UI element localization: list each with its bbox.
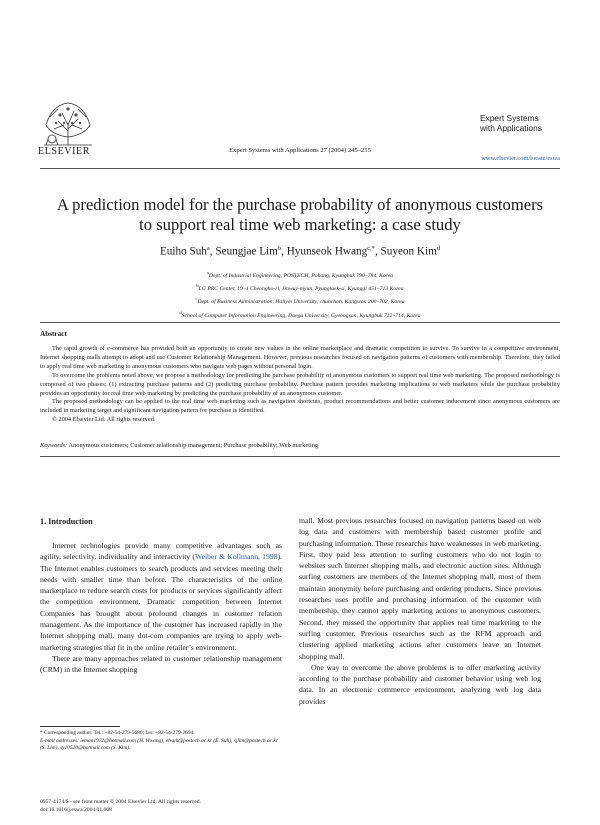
- journal-brand-line-1: Expert Systems: [480, 113, 539, 123]
- journal-brand: [480, 113, 560, 133]
- author-separator: ,: [209, 245, 216, 258]
- abstract-copyright: © 2004 Elsevier Ltd. All rights reserved.: [52, 416, 156, 424]
- author-separator: ,: [281, 245, 287, 258]
- footnote: [40, 730, 282, 753]
- left-column: [40, 540, 282, 676]
- keywords-label: Keywords:: [40, 442, 68, 449]
- publisher-name: ELSEVIER: [38, 146, 91, 157]
- citation-link[interactable]: Weiber & Kollmann, 1998: [194, 552, 278, 562]
- issn-doi: [40, 798, 201, 814]
- body-paragraph: Internet technologies provide many competitive advantages such as agility, selectivity, individuality and interactivity (Weiber & Kollmann, 1998). The Internet enables customers to search products and services meeting their needs with smaller time than before. The characteristics of the online marketplace to reduce search costs for products or services significantly affect the competition environment. Dramatic competition between Internet Companies has brought about profound changes in customer relation management. As the importance of the customer has increased rapidly in the Internet shopping mall, many dot-com companies are trying to apply web-marketing strategies that fit in the online retailer’s environment.: [40, 541, 282, 652]
- abstract-top-divider: [40, 322, 560, 323]
- author-name: Euiho Suh: [159, 245, 207, 258]
- abstract-heading: Abstract: [40, 330, 67, 338]
- doi-line: doi:10.1016/j.eswa.2004.01.008: [40, 807, 112, 813]
- body-paragraph: mall. Most previous researches focused on navigation patterns based on web log data and customers with membership based customer profile and purchasing information. These researches have weaknesses in web marketing. First, they paid less attention to surfing customers who do not login to websites such Internet shopping malls, and electronic auction sites. Although surfing customers are members of the Internet shopping mall, most of them maintain anonymity before purchasing and ordering products. Since previous researches uses profile and purchasing information of the customer with membership, they cannot apply marketing actions to anonymous customers. Second, they missed the opportunity that applies real time marketing to the surfing customer. Previous researches such as the RFM approach and clustering applied marketing actions after customers leave an Internet shopping mall.: [299, 516, 541, 661]
- abstract-paragraph: The rapid growth of e-commerce has provided both an opportunity to create new values in the online marketplace and dramatic competition to survive. To survive in a competitive environment, Internet shopping malls attempt to adopt and use Customer Relationship Management. However, previous researches focused on navigation patterns of customers with membership. Therefore, they failed to apply real time web marketing to anonymous customers who navigate web pages without personal login.: [40, 345, 560, 370]
- header-divider: [40, 168, 560, 169]
- journal-brand-line-2: with Applications: [480, 123, 542, 133]
- author-separator: ,: [374, 245, 381, 258]
- body-paragraph: One way to overcome the above problems is to offer marketing activity according to the purchase probability and customer behavior using web log data. In an electronic commerce environment, analyzing web log data provides: [299, 662, 541, 706]
- affiliation-list: [40, 268, 560, 321]
- author-name: Hyunseok Hwang: [286, 245, 368, 258]
- author-affil-mark: b: [277, 245, 282, 252]
- author-name: Suyeon Kim: [380, 245, 437, 258]
- abstract-paragraph: The proposed methodology can be applied to the real time web marketing such as navigation shortcuts, product recommendations and better customer inducement since anonymous customers are included in marketing target and significant navigation pattern for purchase is identified.: [40, 398, 560, 415]
- abstract-paragraph: To overcome the problems noted above, we propose a methodology for predicting the purchase probability of anonymous customers to support real time web marketing. The proposed methodology is composed of two phases: (1) extracting purchase patterns and (2) predicting purchase probability. Purchase pattern provides marketing implications to web marketers while the purchase probability provides an opportunity for real time web marketing by predicting the purchase probability of an anonymous customer.: [40, 371, 560, 397]
- abstract-body: [40, 345, 560, 425]
- author-affil-mark: c,*: [367, 245, 375, 252]
- issn-line: 0957-4174/$ - see front matter © 2004 Elsevier Ltd. All rights reserved.: [40, 799, 201, 805]
- right-column: [299, 515, 541, 707]
- journal-website-link[interactable]: www.elsevier.com/locate/eswa: [481, 155, 560, 162]
- author-affil-mark: a: [206, 245, 210, 252]
- keywords: [40, 442, 560, 449]
- paper-title-line-1: A prediction model for the purchase probability of anonymous customers: [56, 195, 544, 214]
- footnote-divider: [40, 726, 120, 727]
- body-paragraph: There are many approaches related to customer relationship management (CRM) in the Internet shopping: [40, 653, 282, 675]
- paper-title: [40, 195, 560, 235]
- affiliation: $^d$School of Computer Information Engineering, Daegu University, Gyeongsan, Kyungbuk 712–714, Korea: [179, 309, 421, 319]
- section-heading-introduction: 1. Introduction: [40, 517, 93, 526]
- author-affil-mark: d: [436, 245, 441, 252]
- email-addresses: E-mail addresses: ieman1972@hotmail.com (H. Hwang), ehsuh@postech.ac.kr (E. Suh), sjlim@postech.ac.kr (S. Lim), sy10520@hotmail.com (S. Kim).: [40, 737, 278, 752]
- author-name: Seungjae Lim: [215, 245, 278, 258]
- affiliation: $^b$LG PRC Center, 19–1 Cheongho-ri, Jinwuy-myun, Pyungtaek-si, Kyunggi 451–713 Korea: [196, 283, 404, 293]
- journal-citation: Expert Systems with Applications 27 (2004) 245–255: [229, 147, 371, 154]
- affiliation: $^a$Dept. of Industrial Engineering, POSTECH, Pohang, Kyungbuk 790–784, Korea: [206, 270, 394, 279]
- corresponding-author-note: * Corresponding author. Tel.: +82-54-279-5680; fax: +82-54-279-2694.: [40, 730, 195, 736]
- author-list: [40, 245, 560, 258]
- affiliation: $^c$Dept. of Business Administration, Hallym University, chunchon, Kangwon 200–702, Korea: [195, 296, 405, 306]
- keywords-text: Anonymous customers; Customer relationship management; Purchase probability; Web marketing: [68, 442, 319, 449]
- paper-title-line-2: to support real time web marketing: a case study: [139, 215, 461, 234]
- abstract-bottom-divider: [40, 456, 560, 457]
